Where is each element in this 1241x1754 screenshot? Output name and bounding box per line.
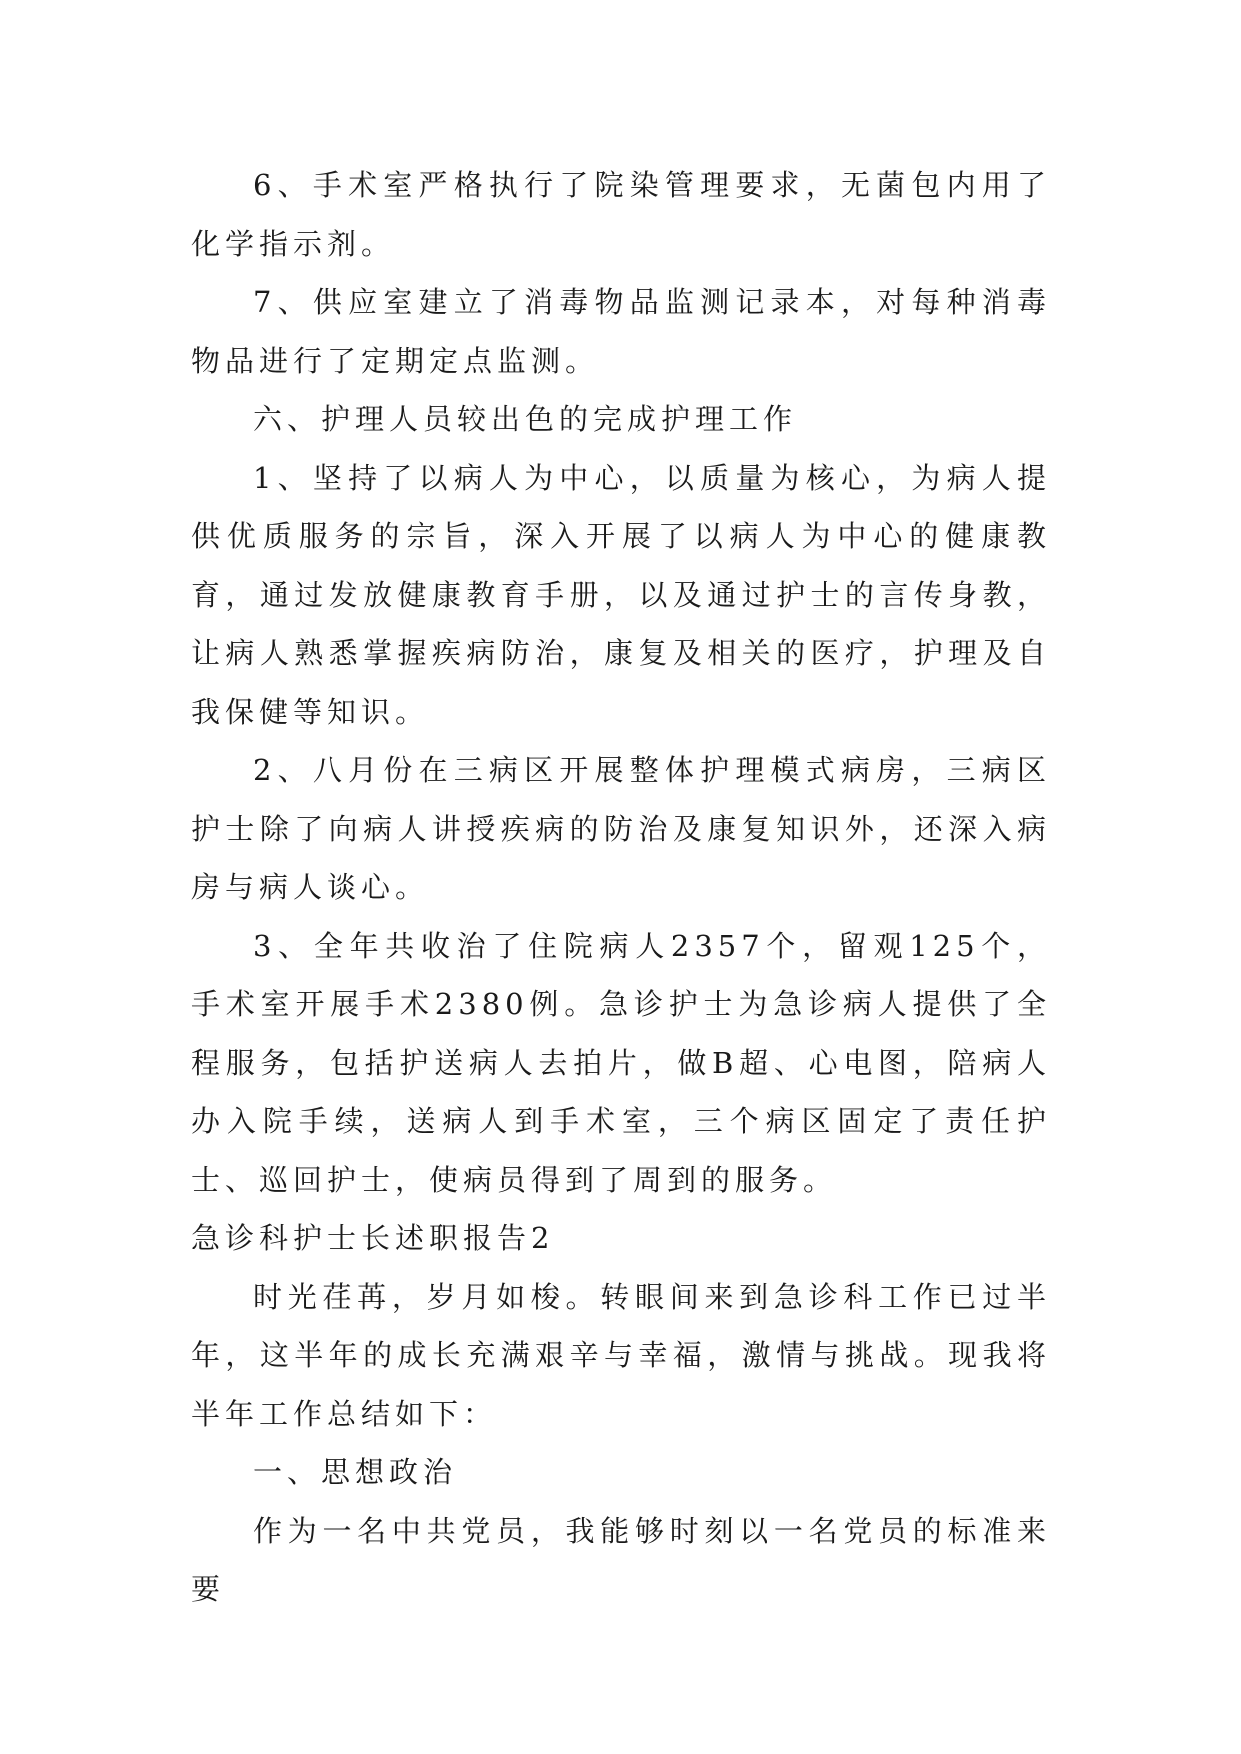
paragraph-item-6: 6、手术室严格执行了院染管理要求，无菌包内用了化学指示剂。 xyxy=(191,168,1051,261)
paragraph-item-1: 1、坚持了以病人为中心，以质量为核心，为病人提供优质服务的宗旨，深入开展了以病人为中心的健康教育，通过发放健康教育手册，以及通过护士的言传身教，让病人熟悉掌握疾病防治，康复及相关的医疗，护理及自我保健等知识。 xyxy=(191,460,1051,729)
section-heading-nursing-work: 六、护理人员较出色的完成护理工作 xyxy=(253,402,798,436)
report-title: 急诊科护士长述职报告2 xyxy=(191,1221,555,1255)
paragraph-item-7: 7、供应室建立了消毒物品监测记录本，对每种消毒物品进行了定期定点监测。 xyxy=(191,285,1051,378)
politics-paragraph: 作为一名中共党员，我能够时刻以一名党员的标准来要 xyxy=(191,1513,1051,1606)
report-intro-paragraph: 时光荏苒，岁月如梭。转眼间来到急诊科工作已过半年，这半年的成长充满艰辛与幸福，激情与挑战。现我将半年工作总结如下： xyxy=(191,1279,1051,1431)
paragraph-item-3: 3、全年共收治了住院病人2357个，留观125个，手术室开展手术2380例。急诊护士为急诊病人提供了全程服务，包括护送病人去拍片，做B超、心电图，陪病人办入院手续，送病人到手术室，三个病区固定了责任护士、巡回护士，使病员得到了周到的服务。 xyxy=(191,928,1051,1197)
document-body xyxy=(191,156,1051,1619)
paragraph-item-2: 2、八月份在三病区开展整体护理模式病房，三病区护士除了向病人讲授疾病的防治及康复知识外，还深入病房与病人谈心。 xyxy=(191,753,1051,904)
section-heading-politics: 一、思想政治 xyxy=(253,1455,458,1489)
